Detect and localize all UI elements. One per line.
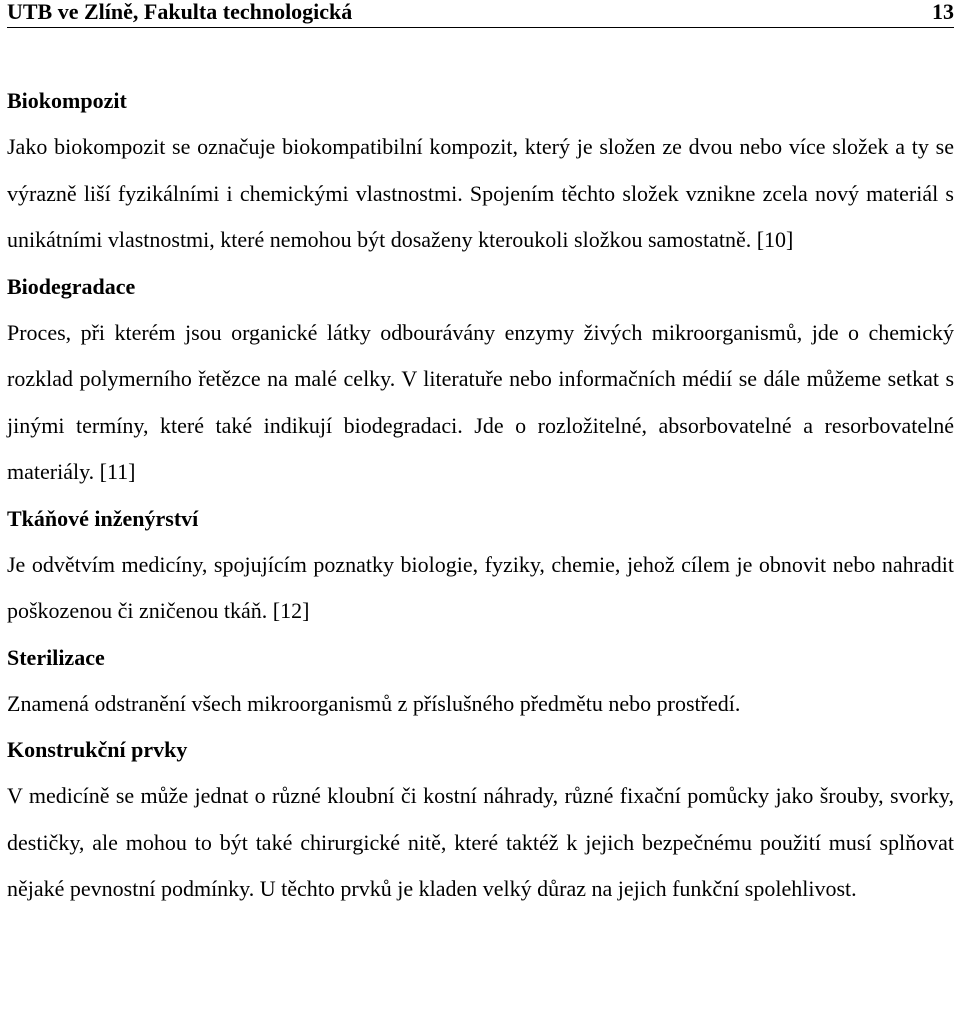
section-tkanove-inzenyrstvi	[7, 496, 954, 635]
section-heading: Biodegradace	[7, 273, 136, 299]
section-paragraph: Znamená odstranění všech mikroorganismů z příslušného předmětu nebo prostředí.	[7, 690, 741, 716]
section-konstrukcni-prvky	[7, 727, 954, 913]
section-paragraph: Je odvětvím medicíny, spojujícím poznatky biologie, fyziky, chemie, jehož cílem je obnovit nebo nahradit poškozenou či zničenou tkáň. [12]	[7, 551, 954, 623]
section-heading: Konstrukční prvky	[7, 737, 188, 762]
page-content	[7, 78, 954, 913]
section-biodegradace	[7, 264, 954, 496]
section-paragraph: Jako biokompozit se označuje biokompatibilní kompozit, který je složen ze dvou nebo více složek a ty se výrazně liší fyzikálními i chemickými vlastnostmi. Spojením těchto složek vznikne zcela nový materiál s unikátními vlastnostmi, které nemohou být dosaženy kteroukoli složkou samostatně. [10]	[7, 134, 954, 252]
section-heading: Tkáňové inženýrství	[7, 505, 199, 531]
page-number: 13	[932, 0, 954, 24]
section-biokompozit	[7, 78, 954, 264]
section-heading: Sterilizace	[7, 644, 105, 670]
section-paragraph: Proces, při kterém jsou organické látky odbourávány enzymy živých mikroorganismů, jde o chemický rozklad polymerního řetězce na malé celky. V literatuře nebo informačních médií se dále můžeme setkat s jinými termíny, které také indikují biodegradaci. Jde o rozložitelné, absorbovatelné a resorbovatelné materiály. [11]	[7, 319, 954, 484]
running-header	[7, 0, 954, 28]
section-paragraph: V medicíně se může jednat o různé kloubní či kostní náhrady, různé fixační pomůcky jako šrouby, svorky, destičky, ale mohou to být také chirurgické nitě, které taktéž k jejich bezpečnému použití musí splňovat nějaké pevnostní podmínky. U těchto prvků je kladen velký důraz na jejich funkční spolehlivost.	[7, 783, 954, 901]
section-heading: Biokompozit	[7, 88, 127, 113]
section-sterilizace	[7, 635, 954, 728]
header-title: UTB ve Zlíně, Fakulta technologická	[7, 0, 353, 24]
